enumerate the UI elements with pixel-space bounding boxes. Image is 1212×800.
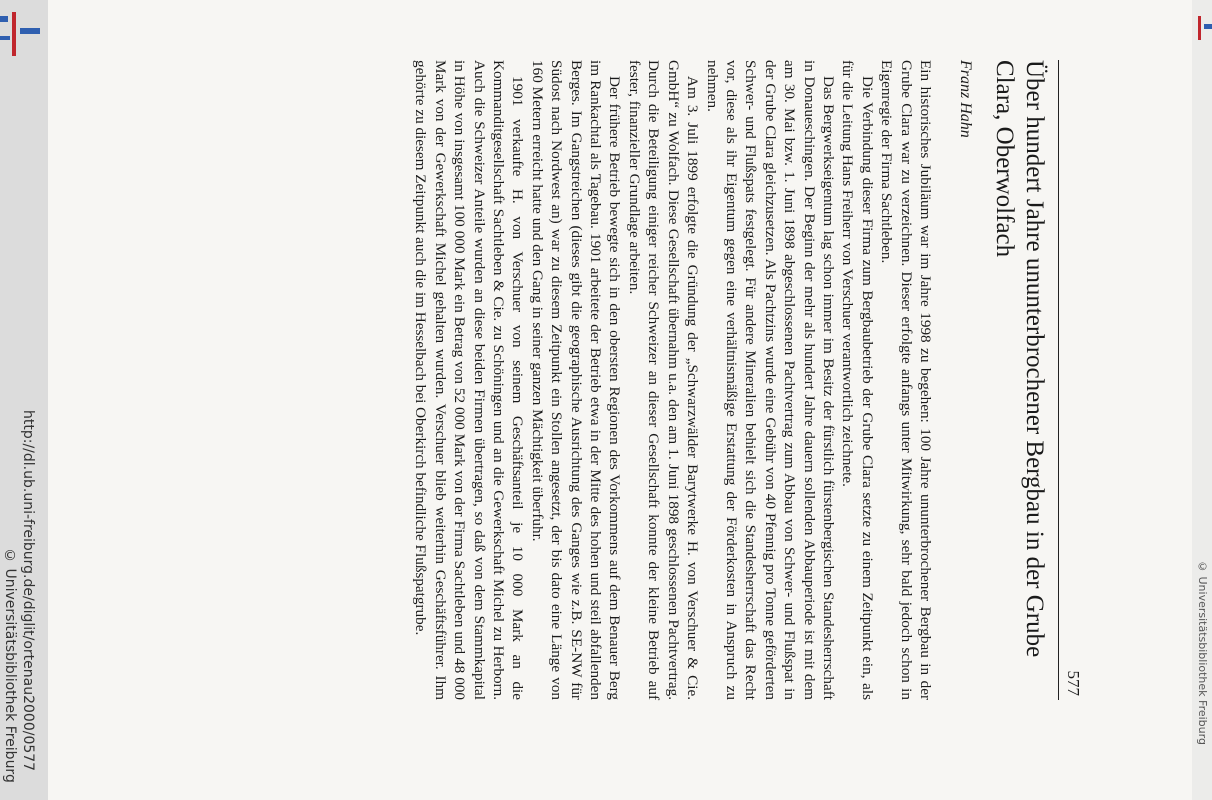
right-copyright-notice: © Universitätsbibliothek Freiburg	[1196, 560, 1209, 745]
article-title: Über hundert Jahre ununterbrochener Bergbau in der Grube Clara, Oberwolfach	[991, 60, 1048, 658]
paragraph: Das Bergwerkseigentum lag schon immer im Besitz der fürstlich fürstenbergischen Standesherrschaft in Donaueschingen. Der Beginn der mehr als hundert Jahre dauern sollenden Abbauperiode ist mit dem am 30. Mai bzw. 1. Juni 1898 abgeschlossenen Pachtvertrag zum Abbau von Schwer- und Flußspat in der Grube Clara gleichzusetzen. Als Pachtzins wurde eine Gebühr von 40 Pfennig pro Tonne geförderten Schwer- und Flußspats festgelegt. Für andere Mineralien behielt sich die Standesherrschaft das Recht vor, diese als ihr Eigentum gegen eine verhältnismäßige Erstattung der Förderkosten in Anspruch zu nehmen.	[703, 60, 837, 700]
paragraph: Am 3. Juli 1899 erfolgte die Gründung der „Schwarzwälder Barytwerke H. von Verschuer & Cie. GmbH“ zu Wolfach. Diese Gesellschaft übernahm u.a. den am 1. Juni 1898 geschlossenen Pachtvertrag. Durch die Beteiligung einiger reicher Schweizer an dieser Gesellschaft konnte der kleine Betrieb auf fester, finanzieller Grundlage arbeiten.	[625, 60, 702, 700]
page-number: 577	[1064, 670, 1083, 696]
article-author: Franz Hahn	[957, 60, 974, 138]
paragraph: 1901 verkaufte H. von Verschuer von seinem Geschäftsanteil je 10 000 Mark an die Kommanditgesellschaft Sachtleben & Cie. zu Schöningen und an die Gewerkschaft Michel zu Herborn. Auch die Schweizer Anteile wurden an diese beiden Firmen übertragen, so daß von dem Stammkapital in Höhe von insgesamt 100 000 Mark ein Betrag von 52 000 Mark von der Firma Sachtleben und 48 000 Mark von der Gewerkschaft Michel gehalten wurden. Verschuer blieb weiterhin Geschäftsführer. Ihm gehörte zu diesem Zeitpunkt auch die im Hesselbach bei Oberkirch befindliche Flußspatgrube.	[412, 60, 527, 700]
paragraph: Die Verbindung dieser Firma zum Bergbaubetrieb der Grube Clara setzte zu einem Zeitpunkt ein, als für die Leitung Hans Freiherr von Verschuer verantwortlich zeichnete.	[839, 60, 876, 700]
library-logo-icon	[0, 12, 40, 56]
article-body	[411, 60, 935, 700]
source-url[interactable]: http://dl.ub.uni-freiburg.de/diglit/ortenau2000/0577	[20, 410, 36, 772]
library-logo-icon-right	[1196, 16, 1212, 40]
rotated-article	[75, 60, 1085, 700]
copyright-notice: © Universitätsbibliothek Freiburg	[2, 548, 18, 783]
paragraph: Der frühere Betrieb bewegte sich in den obersten Regionen des Vorkommens auf dem Benauer Berg im Rankachtal als Tagebau. 1901 arbeitete der Betrieb etwa in der Mitte des hohen und steil abfallenden Berges. Im Gangstreichen (dieses gibt die geographische Ausrichtung des Ganges wie z.B. SE-NW für Südost nach Nordwest an) war zu diesem Zeitpunkt ein Stollen angesetzt, der bis dato eine Länge von 160 Metern erreicht hatte und den Gang in seiner ganzen Mächtigkeit überfuhr.	[528, 60, 624, 700]
paragraph: Ein historisches Jubiläum war im Jahre 1998 zu begehen: 100 Jahre ununterbrochener Bergbau in der Grube Clara war zu verzeichnen. Dieser erfolgte anfangs unter Mitwirkung, sehr bald jedoch schon in Eigenregie der Firma Sachtleben.	[878, 60, 934, 700]
header-rule	[1058, 60, 1059, 700]
